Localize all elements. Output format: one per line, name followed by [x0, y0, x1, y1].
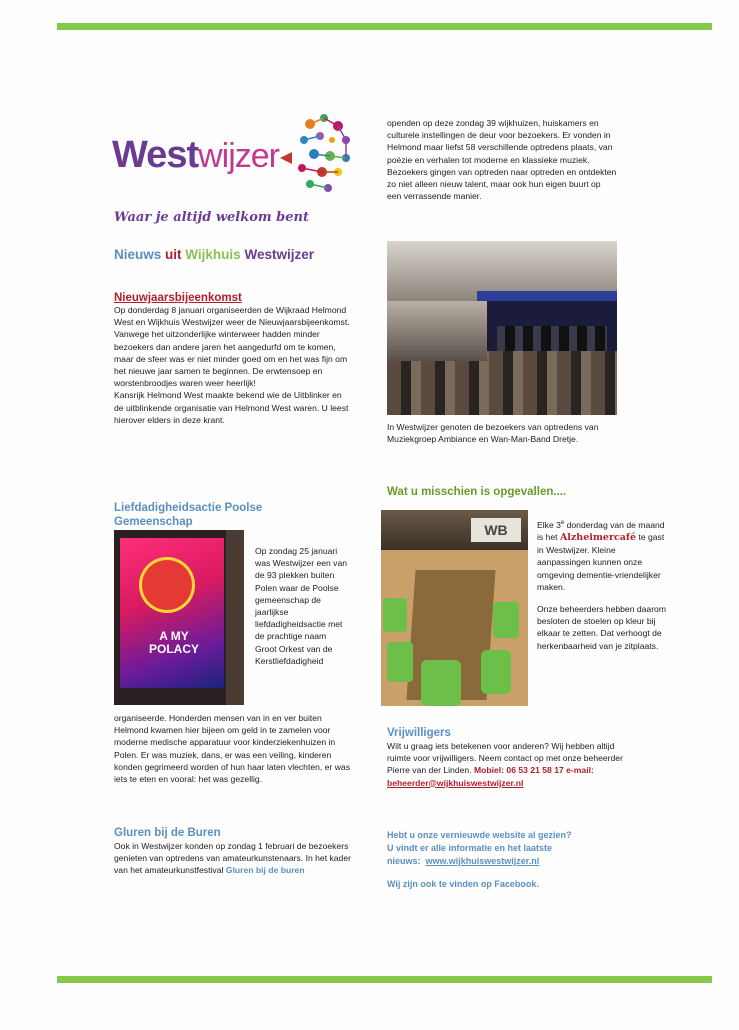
opgevallen-text1a: Elke 3: [537, 519, 561, 530]
nieuwjaars-body: Op donderdag 8 januari organiseerden de Wijkraad Helmond West en Wijkhuis Westwijzer weer de Nieuwjaarsbijeenkomst. Vanwege het uitzonderlijke winterweer hadden minder bezoekers dan andere jaren het aangedurfd om te komen, maar de sfeer was er niet minder goed om en het was fijn om het nieuwe jaar samen te beginnen. De erwtensoep en worstenbroodjes waren weer heerlijk!: [114, 305, 350, 389]
section-title-part1: Nieuws: [114, 247, 162, 262]
gluren-body: Ook in Westwijzer konden op zondag 1 februari de bezoekers genieten van optredens van amateurkunstenaars. In het kader van het amateurkunstfestival: [114, 841, 351, 876]
poster-photo: [114, 530, 244, 705]
westwijzer-logo: [112, 110, 362, 202]
opgevallen-text: [537, 517, 670, 652]
opgevallen-text1c: te gast in Westwijzer. Kleine aanpassingen kunnen onze omgeving dementie-vriendelijker maken.: [537, 532, 665, 592]
alzheimercafe-label: Alzheimercafé: [559, 532, 637, 544]
logo-dots-icon: [280, 110, 362, 202]
opgevallen-text1b: donderdag van de maand is het: [537, 519, 665, 543]
tagline: Waar je altijd welkom bent: [114, 210, 309, 225]
logo-wijzer: wijzer: [198, 137, 280, 175]
section-title-part4: Westwijzer: [244, 247, 314, 262]
right-intro-text: openden op deze zondag 39 wijkhuizen, huiskamers en culturele instellingen de deur voor bezoekers. Er vonden in Helmond maar liefst 58 verschillende optredens plaats, van poëzie en verhalen tot moderne en klassieke muziek. Bezoekers gingen van optreden naar optreden en ontdekten zo niet alleen nieuw talent, maar ook hun eigen buurt op een verrassende manier.: [387, 118, 617, 202]
heading-gluren: Gluren bij de Buren: [114, 827, 221, 839]
top-green-rule: [57, 23, 712, 30]
heading-opgevallen: Wat u misschien is opgevallen....: [387, 486, 567, 498]
heading-vrijwilligers: Vrijwilligers: [387, 727, 451, 739]
section-title-part3: Wijkhuis: [185, 247, 241, 262]
heading-liefdadigheid: Liefdadigheidsactie Poolse Gemeenschap: [114, 502, 263, 528]
heading-nieuwjaarsbijeenkomst: Nieuwjaarsbijeenkomst: [114, 292, 242, 304]
section-title: [114, 247, 314, 262]
logo-west: West: [112, 134, 199, 176]
liefdadigheid-body: organiseerde. Honderden mensen van in en ver buiten Helmond kwamen hier bijeen om geld in te zamelen voor moderne medische apparatuur voor kinderziekenhuizen in Polen. Er was muziek, dans, er was een veiling, kinderen konden gegrimeerd worden of hun haar laten vlechten, er was iets te eten en vooral: het was gezellig.: [114, 713, 350, 785]
website-note: [387, 829, 627, 891]
liefdadigheid-side-text: Op zondag 25 januari was Westwijzer een van de 93 plekken buiten Polen waar de Poolse gemeenschap de jaarlijkse liefdadigheidsactie met de prachtige naam Groot Orkest van de Kerstliefdadigheid: [255, 546, 348, 666]
nieuwjaars-body2: Kansrijk Helmond West maakte bekend wie de Uitblinker en de uitblinkende organisatie van Helmond West waren. U leest hierover elders in deze krant.: [114, 390, 349, 425]
article-nieuwjaars: [114, 292, 352, 426]
vrijwilligers-mobile: Mobiel: 06 53 21 58 17 e-mail:: [473, 765, 594, 776]
cafe-photo: WB: [381, 510, 528, 706]
website-url-link[interactable]: www.wijkhuiswestwijzer.nl: [425, 856, 540, 866]
email-link[interactable]: beheerder@wijkhuiswestwijzer.nl: [387, 777, 524, 788]
concert-photo: [387, 241, 617, 415]
opgevallen-sup: e: [560, 520, 565, 526]
photo-caption: In Westwijzer genoten de bezoekers van optredens van Muziekgroep Ambiance en Wan-Man-Band Dretje.: [387, 422, 599, 445]
vrijwilligers-body: Wilt u graag iets betekenen voor anderen? Wij hebben altijd ruimte voor vrijwilligers. Neem contact op met onze beheerder Pierre van der Linden.: [387, 741, 623, 776]
website-note-line3: nieuws:: [387, 856, 421, 866]
website-note-line2: U vindt er alle informatie en het laatste: [387, 843, 553, 853]
section-title-part2: uit: [165, 247, 182, 262]
article-vrijwilligers: [387, 726, 627, 789]
gluren-highlight: Gluren bij de buren: [225, 865, 305, 876]
facebook-note: Wij zijn ook te vinden op Facebook.: [387, 879, 539, 889]
website-note-line1: Hebt u onze vernieuwde website al gezien?: [387, 830, 572, 840]
bottom-green-rule: [57, 976, 712, 983]
poster-text: A MY POLACY: [148, 629, 199, 656]
article-gluren: [114, 826, 354, 877]
opgevallen-text2: Onze beheerders hebben daarom besloten de stoelen op kleur bij elkaar te zetten. Dat verhoogt de herkenbaarheid van je zitplaats.: [537, 604, 666, 651]
